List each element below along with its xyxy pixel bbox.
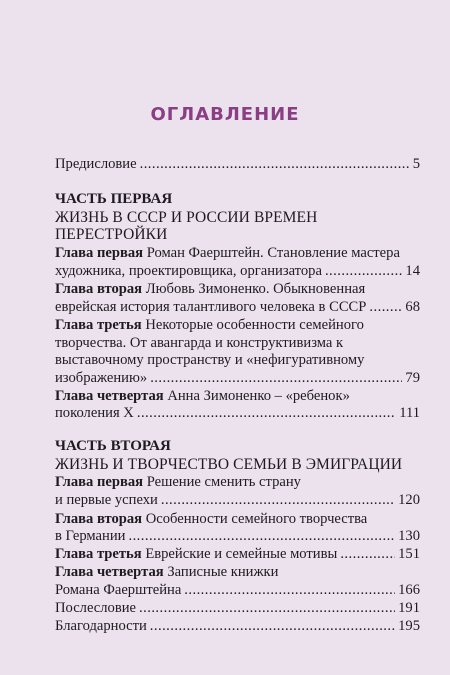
chapter-title: Роман Фаерштейн. Становление мастера [146,245,400,261]
toc-entry-chapter-cont[interactable] [55,263,420,280]
page-number: 14 [405,263,420,279]
dot-leader [140,156,410,173]
dot-leader [150,618,395,635]
part-title: ПЕРЕСТРОЙКИ [55,226,168,243]
part-title: ЖИЗНЬ В СССР И РОССИИ ВРЕМЕН [55,209,318,226]
chapter-title: выставочному пространству и «нефигуративному [55,352,365,368]
dot-leader [325,263,402,280]
chapter-title: Некоторые особенности семейного [145,317,364,333]
toc-entry-chapter[interactable] [55,317,420,334]
chapter-label: Глава вторая [55,511,143,527]
chapter-title: и первые успехи [55,492,158,508]
dot-leader [150,370,402,387]
chapter-title: еврейская история талантливого человека в СССР [55,299,367,315]
chapter-title: изображению» [55,370,148,386]
page-number: 166 [398,582,420,598]
part-title: ЖИЗНЬ И ТВОРЧЕСТВО СЕМЬИ В ЭМИГРАЦИИ [55,456,403,473]
toc-entry-thanks[interactable] [55,618,420,635]
dot-leader [369,299,402,316]
chapter-title: Особенности семейного творчества [145,511,368,527]
page-number: 120 [398,492,420,508]
chapter-label: Глава первая [55,474,144,490]
toc-entry-afterword[interactable] [55,600,420,617]
chapter-title: художника, проектировщика, организатора [55,263,322,279]
toc-entry-chapter[interactable] [55,281,420,298]
toc-entry-chapter[interactable] [55,474,420,491]
toc-entry-chapter-cont[interactable] [55,299,420,316]
chapter-label: Глава первая [55,245,144,261]
page-number: 5 [412,156,420,172]
page-number: 68 [405,299,420,315]
part-label: ЧАСТЬ ПЕРВАЯ [55,191,173,207]
chapter-title: Еврейские и семейные мотивы [145,546,338,562]
chapter-title: поколения X [55,405,134,421]
toc-entry-chapter[interactable] [55,546,420,563]
toc-entry-chapter[interactable] [55,245,420,262]
toc-entry-chapter[interactable] [55,511,420,528]
chapter-title: Анна Зимоненко – «ребенок» [167,388,350,404]
dot-leader [340,546,395,563]
chapter-title: Записные книжки [167,564,279,580]
dot-leader [184,582,395,599]
chapter-title: в Германии [55,528,126,544]
toc-entry-preface[interactable] [55,156,420,173]
toc-entry-chapter[interactable] [55,564,420,581]
chapter-title: Романа Фаерштейна [55,582,182,598]
dot-leader [161,492,395,509]
part-label: ЧАСТЬ ВТОРАЯ [55,438,171,454]
dot-leader [139,600,395,617]
toc-entry-chapter-cont[interactable] [55,370,420,387]
chapter-title: Решение сменить страну [146,474,301,490]
entry-title: Благодарности [55,618,147,634]
page-number: 130 [398,528,420,544]
chapter-label: Глава третья [55,317,142,333]
chapter-title: творчества. От авангарда и конструктивизма к [55,335,344,351]
page-title: ОГЛАВЛЕНИЕ [150,104,300,125]
toc-entry-chapter-cont[interactable] [55,405,420,422]
dot-leader [137,405,396,422]
page-number: 151 [398,546,420,562]
toc-entry-chapter[interactable] [55,388,420,405]
chapter-label: Глава четвертая [55,564,164,580]
chapter-label: Глава третья [55,546,142,562]
toc-entry-chapter-cont[interactable] [55,492,420,509]
chapter-text [55,546,337,563]
dot-leader [128,528,395,545]
chapter-title: Любовь Зимоненко. Обыкновенная [145,281,366,297]
entry-title: Послесловие [55,600,137,616]
toc-entry-chapter-cont[interactable] [55,582,420,599]
toc-entry-chapter-cont[interactable] [55,528,420,545]
entry-title: Предисловие [55,156,137,172]
page-number: 111 [399,405,420,421]
chapter-label: Глава вторая [55,281,143,297]
page-number: 191 [398,600,420,616]
page-number: 195 [398,618,420,634]
chapter-label: Глава четвертая [55,388,164,404]
page-number: 79 [405,370,420,386]
